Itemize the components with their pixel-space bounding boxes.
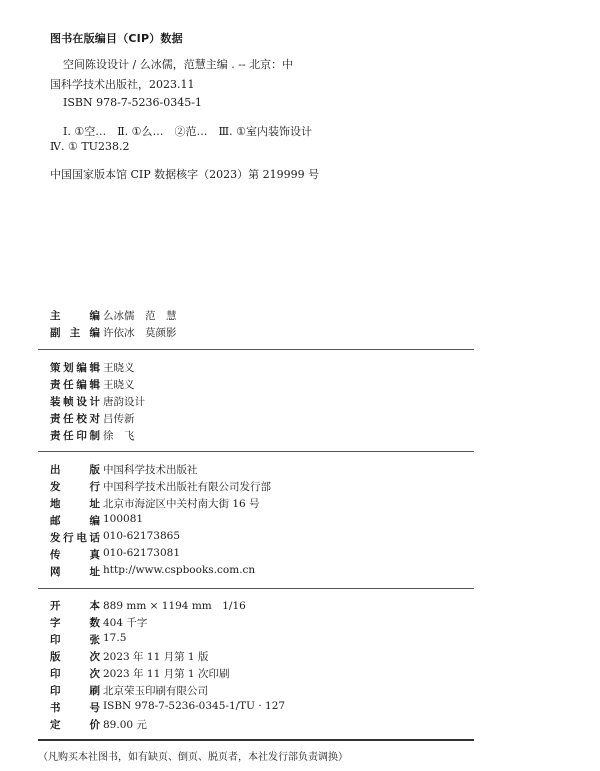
publisher-value: 010-62173865 bbox=[103, 530, 181, 542]
publisher-label: 出版 bbox=[50, 464, 100, 476]
divider bbox=[38, 588, 474, 589]
editor-row bbox=[50, 308, 177, 324]
spec-value: ISBN 978-7-5236-0345-1/TU · 127 bbox=[103, 700, 286, 712]
spec-row bbox=[50, 666, 229, 682]
staff-label: 策划编辑 bbox=[50, 362, 100, 374]
publisher-row bbox=[50, 462, 198, 478]
publisher-row bbox=[50, 479, 271, 495]
publisher-value: 中国科学技术出版社 bbox=[103, 464, 198, 476]
spec-label: 定价 bbox=[50, 719, 100, 731]
publisher-label: 发行 bbox=[50, 481, 100, 493]
publisher-label: 发行电话 bbox=[50, 532, 100, 544]
spec-label: 版次 bbox=[50, 651, 100, 663]
cip-line-subjects: Ⅰ. ①空… Ⅱ. ①么… ②范… Ⅲ. ①室内装饰设计 bbox=[63, 125, 312, 138]
spec-row bbox=[50, 700, 285, 716]
publisher-row bbox=[50, 530, 180, 546]
bottom-divider bbox=[38, 739, 474, 741]
spec-label: 开本 bbox=[50, 600, 100, 612]
publisher-value: 中国科学技术出版社有限公司发行部 bbox=[103, 481, 271, 493]
spec-row bbox=[50, 615, 147, 631]
spec-label: 印次 bbox=[50, 668, 100, 680]
spec-label: 字数 bbox=[50, 617, 100, 629]
editor-label: 主编 bbox=[50, 310, 100, 322]
editor-value: 么冰儒 范 慧 bbox=[103, 310, 177, 322]
divider bbox=[38, 349, 474, 350]
staff-label: 装帧设计 bbox=[50, 396, 100, 408]
publisher-label: 传真 bbox=[50, 549, 100, 561]
publisher-row bbox=[50, 496, 260, 512]
publisher-value: 010-62173081 bbox=[103, 547, 181, 559]
spec-row bbox=[50, 683, 208, 699]
staff-value: 吕传新 bbox=[103, 413, 135, 425]
staff-row bbox=[50, 394, 145, 410]
deputy-editor-row bbox=[50, 325, 177, 341]
spec-label: 印刷 bbox=[50, 685, 100, 697]
staff-row bbox=[50, 377, 135, 393]
staff-value: 王晓义 bbox=[103, 362, 135, 374]
staff-label: 责任编辑 bbox=[50, 379, 100, 391]
staff-row bbox=[50, 428, 135, 444]
spec-value: 404 千字 bbox=[103, 617, 148, 629]
staff-value: 王晓义 bbox=[103, 379, 135, 391]
cip-line-isbn: ISBN 978-7-5236-0345-1 bbox=[63, 96, 202, 109]
divider bbox=[38, 451, 474, 452]
publisher-value: http://www.cspbooks.com.cn bbox=[103, 564, 256, 576]
publisher-value: 北京市海淀区中关村南大街 16 号 bbox=[103, 498, 260, 510]
spec-label: 印张 bbox=[50, 634, 100, 646]
publisher-label: 邮编 bbox=[50, 515, 100, 527]
publisher-row bbox=[50, 547, 180, 563]
cip-line-classification: Ⅳ. ① TU238.2 bbox=[50, 140, 130, 153]
staff-row bbox=[50, 411, 135, 427]
cip-line-publisher: 国科学技术出版社，2023.11 bbox=[50, 78, 195, 91]
deputy-editor-label: 副主编 bbox=[50, 327, 100, 339]
staff-label: 责任校对 bbox=[50, 413, 100, 425]
spec-row bbox=[50, 632, 126, 648]
publisher-label: 网址 bbox=[50, 566, 100, 578]
deputy-editor-value: 许依冰 莫颜影 bbox=[103, 327, 177, 339]
staff-row bbox=[50, 360, 135, 376]
spec-value: 2023 年 11 月第 1 次印刷 bbox=[103, 668, 230, 680]
publisher-label: 地址 bbox=[50, 498, 100, 510]
publisher-row bbox=[50, 564, 255, 580]
spec-label: 书号 bbox=[50, 702, 100, 714]
cip-heading: 图书在版编目（CIP）数据 bbox=[50, 32, 183, 45]
spec-value: 889 mm × 1194 mm 1/16 bbox=[103, 600, 246, 612]
spec-row bbox=[50, 649, 208, 665]
staff-value: 唐韵设计 bbox=[103, 396, 145, 408]
staff-value: 徐 飞 bbox=[103, 430, 135, 442]
staff-label: 责任印制 bbox=[50, 430, 100, 442]
publisher-row bbox=[50, 513, 143, 529]
footer-notice: （凡购买本社图书，如有缺页、倒页、脱页者，本社发行部负责调换） bbox=[38, 752, 348, 763]
cip-line-record: 中国国家版本馆 CIP 数据核字（2023）第 219999 号 bbox=[50, 168, 320, 181]
publisher-value: 100081 bbox=[103, 513, 144, 525]
cip-line-title: 空间陈设设计 / 么冰儒，范慧主编 . -- 北京：中 bbox=[63, 58, 294, 71]
spec-value: 17.5 bbox=[103, 632, 127, 644]
spec-value: 2023 年 11 月第 1 版 bbox=[103, 651, 209, 663]
spec-value: 北京荣玉印刷有限公司 bbox=[103, 685, 208, 697]
spec-row bbox=[50, 717, 147, 733]
spec-row bbox=[50, 598, 246, 614]
spec-value: 89.00 元 bbox=[103, 719, 147, 731]
